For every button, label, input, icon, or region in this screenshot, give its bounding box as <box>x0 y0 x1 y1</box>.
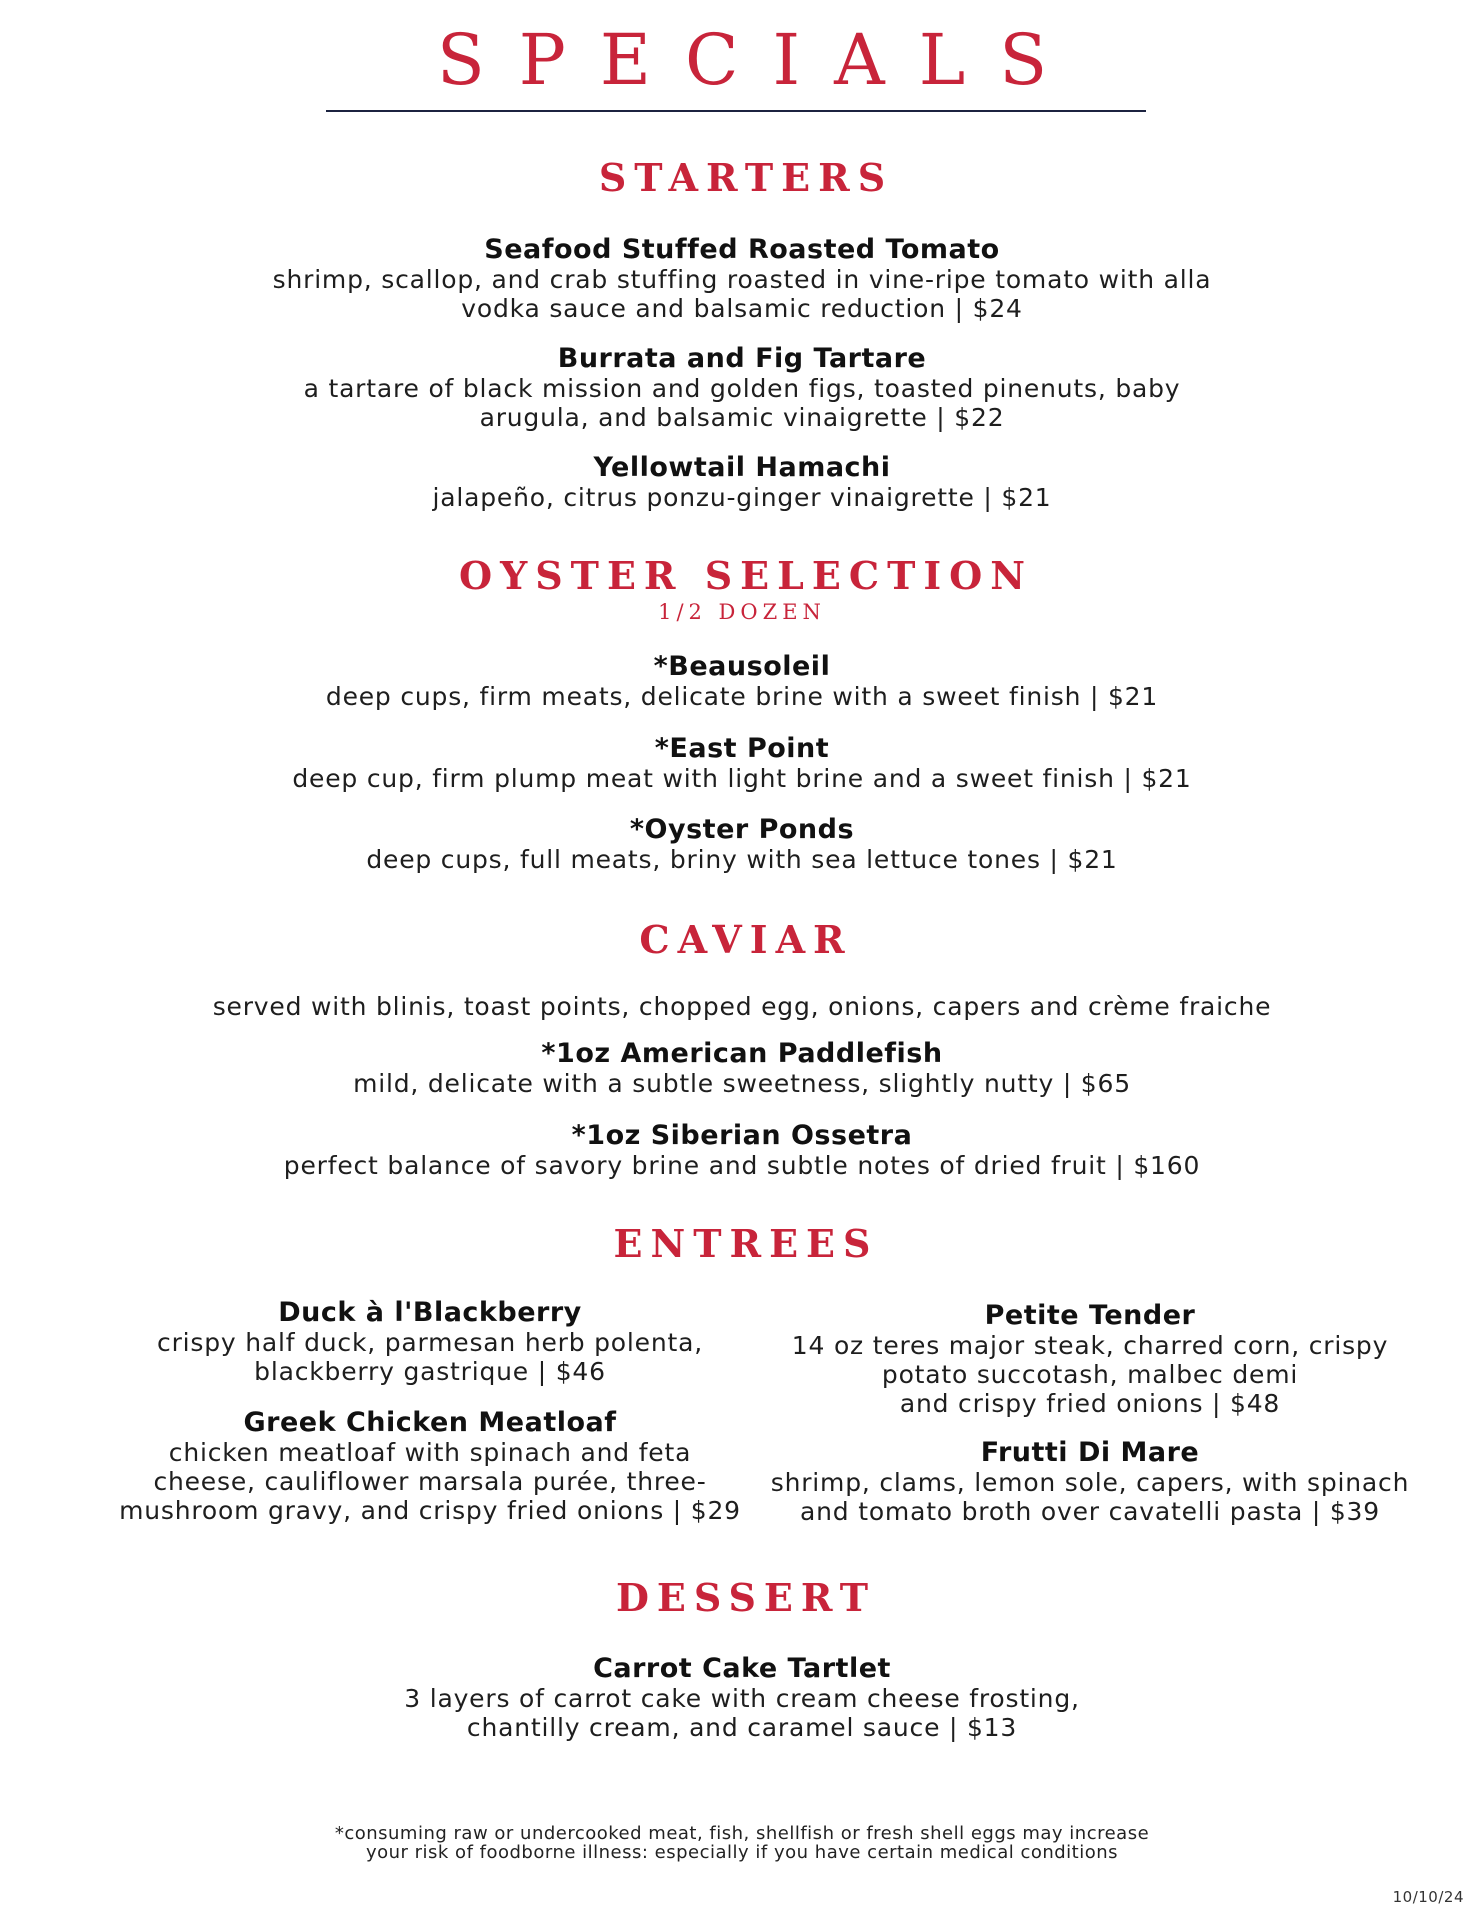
item-description: deep cups, full meats, briny with sea lettuce tones | $21 <box>366 845 1118 874</box>
menu-item-petite-tender <box>760 1301 1420 1418</box>
caviar-heading: CAVIAR <box>639 917 853 962</box>
menu-item-east-point <box>0 734 1484 793</box>
menu-item-ossetra <box>0 1121 1484 1180</box>
item-description: mushroom gravy, and crispy fried onions | $29 <box>119 1496 741 1525</box>
item-description: a tartare of black mission and golden figs, toasted pinenuts, baby <box>303 374 1181 403</box>
starters-heading: STARTERS <box>598 155 894 200</box>
menu-date: 10/10/24 <box>1392 1888 1464 1906</box>
menu-item-seafood-tomato <box>0 235 1484 323</box>
caviar-note <box>0 992 1484 1021</box>
item-description: vodka sauce and balsamic reduction | $24 <box>461 294 1023 323</box>
menu-item-meatloaf <box>100 1408 760 1525</box>
item-name: Burrata and Fig Tartare <box>557 343 927 374</box>
item-description: deep cup, firm plump meat with light brine and a sweet finish | $21 <box>292 764 1192 793</box>
item-description: deep cups, firm meats, delicate brine with a sweet finish | $21 <box>325 682 1159 711</box>
item-description: chantilly cream, and caramel sauce | $13 <box>466 1713 1018 1742</box>
menu-item-carrot-cake <box>0 1654 1484 1742</box>
item-description: jalapeño, citrus ponzu-ginger vinaigrette | $21 <box>432 483 1052 512</box>
item-name: Duck à l'Blackberry <box>278 1297 582 1328</box>
entrees-heading: ENTREES <box>613 1221 879 1266</box>
item-description: 3 layers of carrot cake with cream cheese frosting, <box>404 1684 1080 1713</box>
menu-item-paddlefish <box>0 1039 1484 1098</box>
item-name: *1oz Siberian Ossetra <box>571 1120 913 1151</box>
menu-item-beausoleil <box>0 652 1484 711</box>
item-name: *Oyster Ponds <box>629 814 855 845</box>
item-description: perfect balance of savory brine and subtle notes of dried fruit | $160 <box>283 1151 1201 1180</box>
menu-item-oyster-ponds <box>0 815 1484 874</box>
health-disclaimer <box>0 1824 1484 1862</box>
oyster-heading: OYSTER SELECTION <box>459 553 1033 598</box>
menu-title: SPECIALS <box>436 19 1082 101</box>
menu-item-hamachi <box>0 453 1484 512</box>
item-description: arugula, and balsamic vinaigrette | $22 <box>479 403 1005 432</box>
item-description: blackberry gastrique | $46 <box>254 1357 606 1386</box>
item-name: *1oz American Paddlefish <box>541 1038 943 1069</box>
caviar-serving-note: served with blinis, toast points, chopped egg, onions, capers and crème fraiche <box>212 992 1272 1021</box>
item-description: 14 oz teres major steak, charred corn, crispy <box>791 1331 1389 1360</box>
item-description: potato succotash, malbec demi <box>881 1360 1299 1389</box>
title-divider <box>326 110 1146 112</box>
item-description: and tomato broth over cavatelli pasta | $39 <box>800 1497 1380 1526</box>
item-name: Greek Chicken Meatloaf <box>243 1407 617 1438</box>
item-name: Seafood Stuffed Roasted Tomato <box>484 234 1000 265</box>
item-name: *Beausoleil <box>653 651 831 682</box>
dessert-heading: DESSERT <box>615 1575 877 1620</box>
item-description: mild, delicate with a subtle sweetness, slightly nutty | $65 <box>353 1069 1131 1098</box>
item-description: shrimp, scallop, and crab stuffing roasted in vine-ripe tomato with alla <box>272 265 1212 294</box>
item-name: Petite Tender <box>984 1300 1196 1331</box>
disclaimer-line: your risk of foodborne illness: especially if you have certain medical conditions <box>365 1842 1119 1863</box>
item-name: *East Point <box>654 733 830 764</box>
item-name: Carrot Cake Tartlet <box>593 1653 891 1684</box>
menu-item-duck <box>100 1298 760 1386</box>
item-description: crispy half duck, parmesan herb polenta, <box>157 1328 703 1357</box>
item-description: and crispy fried onions | $48 <box>899 1389 1281 1418</box>
item-name: Frutti Di Mare <box>980 1437 1200 1468</box>
menu-item-burrata <box>0 344 1484 432</box>
item-description: shrimp, clams, lemon sole, capers, with spinach <box>770 1468 1410 1497</box>
item-name: Yellowtail Hamachi <box>593 452 891 483</box>
oyster-subheading: 1/2 DOZEN <box>658 600 826 624</box>
menu-item-frutti-di-mare <box>760 1438 1420 1526</box>
item-description: cheese, cauliflower marsala purée, three- <box>153 1467 707 1496</box>
item-description: chicken meatloaf with spinach and feta <box>168 1438 692 1467</box>
disclaimer-line: *consuming raw or undercooked meat, fish, shellfish or fresh shell eggs may increase <box>334 1823 1150 1844</box>
